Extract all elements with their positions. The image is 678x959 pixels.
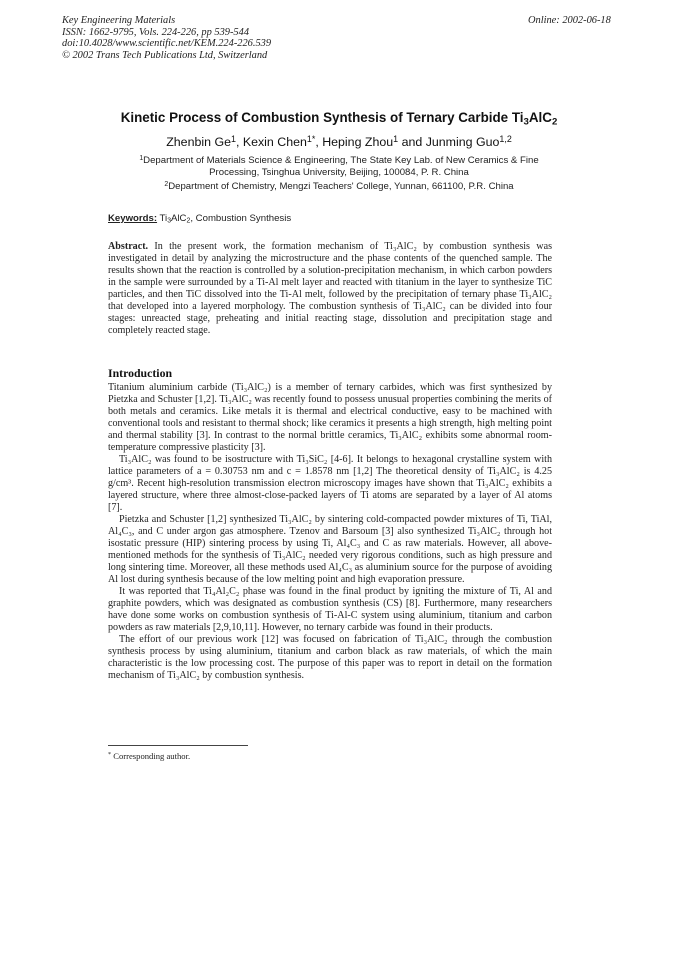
footnote-mark: * xyxy=(108,751,112,759)
doi-link[interactable]: doi:10.4028/www.scientific.net/KEM.224-226.539 xyxy=(62,38,272,50)
online-date: Online: 2002-06-18 xyxy=(528,15,611,26)
abstract-text: In the present work, the formation mechanism of Ti₃AlC₂ by combustion synthesis was investigated in detail by analyzing the microstructure and the phase contents of the quenched sample. The results shown that the reaction is controlled by a solution-precipitation mechanism, in which carbon powders in the sample were surrounded by a Ti-Al melt layer and reacted with titanium in the layer to synthesize TiC particles, and then TiC dissolved into the Ti-Al melt, followed by the precipitation of ternary phase Ti₃AlC₂ that developed into a layered morphology. The combustion synthesis of Ti₃AlC₂ can be divided into four stages: unreacted stage, preheating and initial reacting stage, dissolution and precipitation stage and completely reacted stage. xyxy=(108,241,552,336)
affiliation-1-line-2: Processing, Tsinghua University, Beijing, 100084, P. R. China xyxy=(209,167,469,178)
author-name: Heping Zhou xyxy=(322,135,394,149)
title-text: Kinetic Process of Combustion Synthesis of Ternary Carbide Ti xyxy=(120,110,524,125)
affiliation-1-line-1: Department of Materials Science & Engineering, The State Key Lab. of New Ceramics & Fine xyxy=(143,155,539,166)
paper-title xyxy=(0,110,678,128)
title-text-mid: AlC xyxy=(528,110,552,125)
introduction-paragraph: It was reported that Ti₄Al₂C₂ phase was found in the final product by igniting the mixture of Ti, Al and graphite powders, which was designated as combustion synthesis (CS) [8]. Furthermore, many researchers have done some works on combustion synthesis of Ti-Al-C system using aluminium, titanium and carbon powders as raw materials [2,9,10,11]. However, no ternary carbide was found in their products. xyxy=(108,586,552,633)
issn-line: ISSN: 1662-9795, Vols. 224-226, pp 539-544 xyxy=(62,26,250,38)
footnote-text: Corresponding author. xyxy=(111,751,191,761)
introduction-heading: Introduction xyxy=(108,366,173,380)
keyword-text: , Combustion Synthesis xyxy=(190,213,292,224)
keyword-text: AlC xyxy=(171,213,187,224)
copyright-line: © 2002 Trans Tech Publications Ltd, Switzerland xyxy=(62,49,268,61)
affiliation-2-line-1: Department of Chemistry, Mengzi Teachers' College, Yunnan, 661100, P.R. China xyxy=(168,181,514,192)
affiliation-2-mark: 2 xyxy=(164,180,169,188)
keyword-sub: 2 xyxy=(186,217,191,225)
author-name: Zhenbin Ge xyxy=(166,135,231,149)
author-affiliation-mark: 1 xyxy=(393,133,399,144)
author-separator: , xyxy=(315,135,323,149)
journal-header xyxy=(62,15,271,61)
footnote-divider xyxy=(108,745,248,746)
affiliation-1 xyxy=(100,155,578,179)
abstract-label: Abstract. xyxy=(108,241,149,252)
title-sub-3: 3 xyxy=(523,116,529,128)
title-sub-2: 2 xyxy=(551,116,558,128)
introduction-paragraph: Titanium aluminium carbide (Ti₃AlC₂) is a member of ternary carbides, which was first synthesized by Pietzka and Schuster [1,2]. Ti₃AlC₂ was recently found to possess unusual properties combining the merits of both metals and ceramics. Like metals it is thermal and electrical conductive, easy to be machined with conventional tools and resistant to thermal shock; like ceramics it presents a high strength, high melting point and thermal stability [3]. In contrast to the normal brittle ceramics, Ti₃AlC₂ exhibits some abnormal room-temperature compressive plasticity [3]. xyxy=(108,382,552,453)
author-affiliation-mark: 1* xyxy=(306,133,316,144)
journal-name: Key Engineering Materials xyxy=(62,15,176,26)
abstract-paragraph xyxy=(108,241,552,337)
keywords-line xyxy=(108,213,291,224)
affiliation-2 xyxy=(100,181,578,193)
author-affiliation-mark: 1,2 xyxy=(499,133,512,144)
introduction-paragraph: Ti₃AlC₂ was found to be isostructure with Ti₃SiC₂ [4-6]. It belongs to hexagonal crystalline system with lattice parameters of a = 0.30753 nm and c = 1.8578 nm [1,2] The theoretical density of Ti₃AlC₂ is 4.25 g/cm³. Recent high-resolution transmission electron microscopy images have shown that Ti₃AlC₂ exhibits a layered structure, where three almost-close-packed layers of Ti atoms are separated by a layer of Al atoms [7]. xyxy=(108,454,552,513)
introduction-paragraph: Pietzka and Schuster [1,2] synthesized Ti₃AlC₂ by sintering cold-compacted powder mixtures of Ti, TiAl, Al₄C₃, and C under argon gas atmosphere. Tzenov and Barsoum [3] also synthesized Ti₃AlC₂ through hot isostatic pressure (HIP) sintering process by using Ti, Al₄C₃ and C as raw materials. However, all above-mentioned methods for the synthesis of Ti₃AlC₂ needed very rigorous conditions, such as high pressure and long sintering time. Moreover, all these methods used Al₄C₃ as aluminium source for the purpose of avoiding Al lost during synthesis because of the low melting point and high evaporation pressure. xyxy=(108,514,552,585)
keyword-text: Ti xyxy=(157,213,168,224)
author-separator: and xyxy=(398,135,426,149)
introduction-paragraph: The effort of our previous work [12] was focused on fabrication of Ti₃AlC₂ through the combustion synthesis process by using aluminium, titanium and carbon black as raw materials, of which the main characteristic is the low processing cost. The purpose of this paper was to report in detail on the formation mechanism of Ti₃AlC₂ by combustion synthesis. xyxy=(108,634,552,681)
author-list xyxy=(0,135,678,149)
keyword-sub: 3 xyxy=(167,217,172,225)
author-affiliation-mark: 1 xyxy=(230,133,236,144)
affiliation-1-mark: 1 xyxy=(139,154,144,162)
author-name: Junming Guo xyxy=(425,135,500,149)
abstract xyxy=(108,241,552,337)
footnote xyxy=(108,751,190,761)
introduction-body xyxy=(108,382,552,682)
author-name: Kexin Chen xyxy=(242,135,307,149)
author-separator: , xyxy=(235,135,243,149)
keywords-label: Keywords: xyxy=(108,213,158,224)
